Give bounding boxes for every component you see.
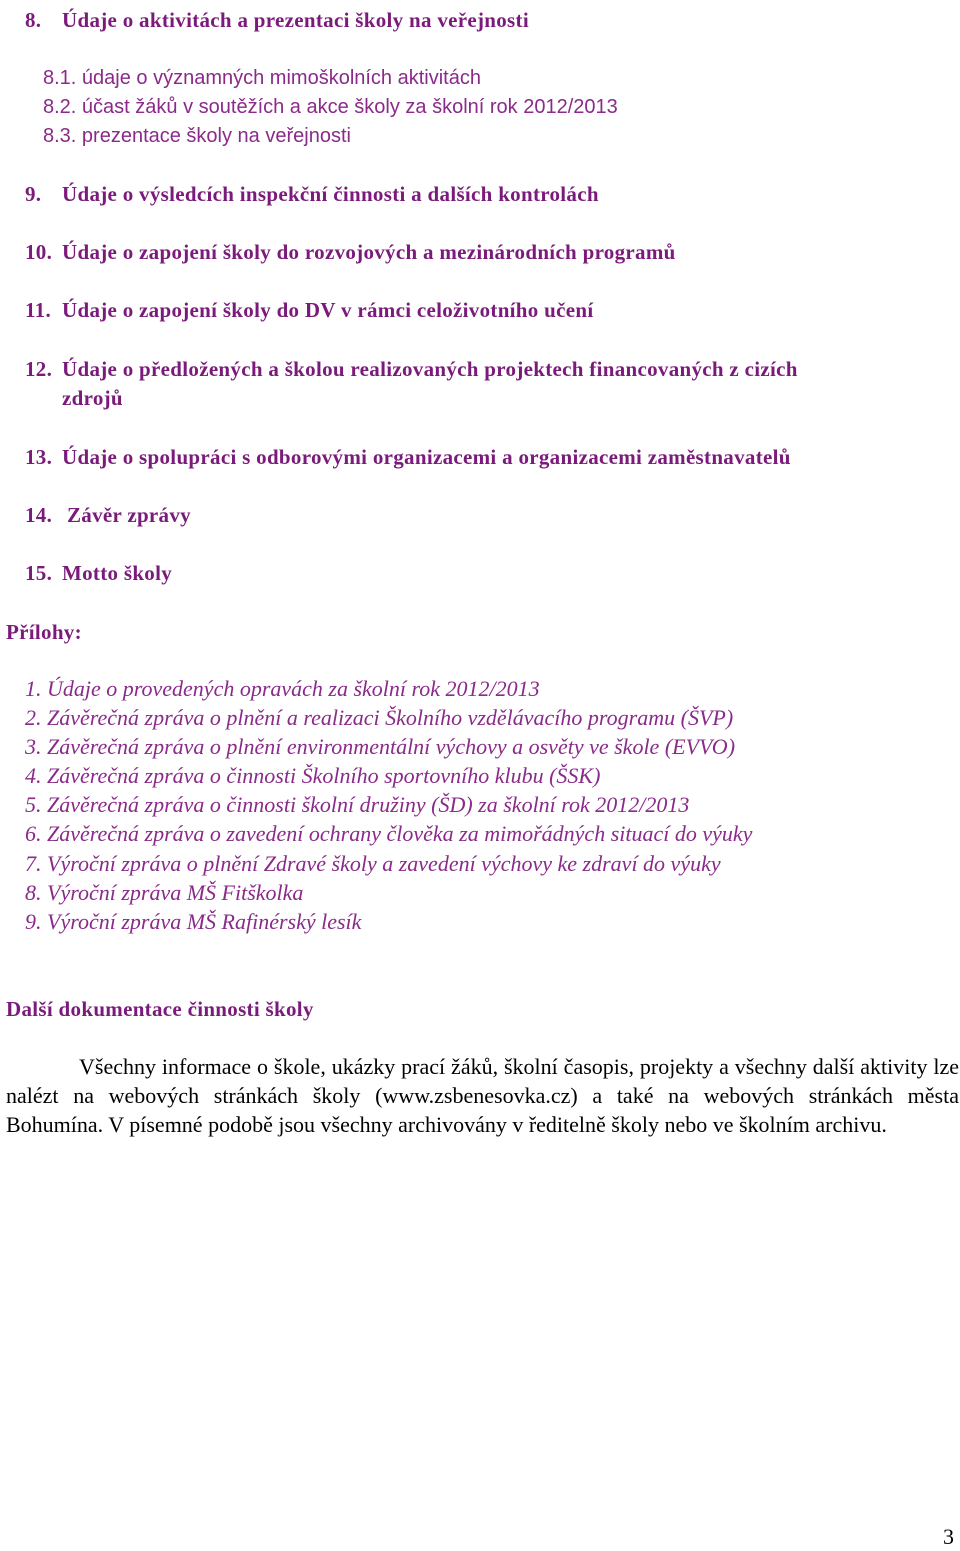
section-number: 10. bbox=[25, 240, 53, 264]
attachment-number: 4. bbox=[25, 763, 42, 788]
attachment-item bbox=[25, 792, 689, 818]
section-title: Závěr zprávy bbox=[67, 503, 191, 527]
section-heading-12-continuation bbox=[62, 386, 123, 410]
section-number: 8. bbox=[25, 8, 42, 32]
attachment-title: Výroční zpráva MŠ Rafinérský lesík bbox=[47, 909, 362, 934]
attachment-title: Údaje o provedených opravách za školní rok 2012/2013 bbox=[47, 676, 540, 701]
section-title: Údaje o spolupráci s odborovými organizacemi a organizacemi zaměstnavatelů bbox=[62, 445, 791, 469]
attachment-title: Závěrečná zpráva o plnění a realizaci Školního vzdělávacího programu (ŠVP) bbox=[47, 705, 734, 730]
section-heading-10 bbox=[25, 240, 676, 264]
attachment-number: 2. bbox=[25, 705, 42, 730]
subsection-number: 8.3. bbox=[43, 125, 77, 147]
attachment-item bbox=[25, 763, 600, 789]
attachment-number: 3. bbox=[25, 734, 42, 759]
subsection-title: prezentace školy na veřejnosti bbox=[81, 125, 351, 147]
attachment-item bbox=[25, 851, 721, 877]
section-title-continuation: zdrojů bbox=[62, 386, 123, 410]
attachment-number: 9. bbox=[25, 909, 42, 934]
attachment-item bbox=[25, 909, 361, 935]
section-title: Údaje o předložených a školou realizovaných projektech financovaných z cizích bbox=[62, 357, 798, 381]
section-number: 9. bbox=[25, 182, 42, 206]
attachment-number: 7. bbox=[25, 851, 42, 876]
section-title: Údaje o aktivitách a prezentaci školy na veřejnosti bbox=[62, 8, 529, 32]
subsection-title: účast žáků v soutěžích a akce školy za školní rok 2012/2013 bbox=[81, 96, 618, 118]
further-docs-heading: Další dokumentace činnosti školy bbox=[6, 997, 314, 1021]
section-title: Údaje o zapojení školy do rozvojových a mezinárodních programů bbox=[62, 240, 676, 264]
attachment-title: Závěrečná zpráva o zavedení ochrany člověka za mimořádných situací do výuky bbox=[47, 821, 753, 846]
section-heading-12 bbox=[25, 357, 798, 381]
subsection-title: údaje o významných mimoškolních aktivitách bbox=[81, 67, 481, 89]
page-number: 3 bbox=[943, 1524, 954, 1549]
attachment-number: 8. bbox=[25, 880, 42, 905]
attachment-title: Výroční zpráva MŠ Fitškolka bbox=[47, 880, 304, 905]
attachment-number: 5. bbox=[25, 792, 42, 817]
section-number: 14. bbox=[25, 503, 53, 527]
attachment-title: Výroční zpráva o plnění Zdravé školy a zavedení výchovy ke zdraví do výuky bbox=[47, 851, 721, 876]
section-number: 12. bbox=[25, 357, 53, 381]
subsection-number: 8.1. bbox=[43, 67, 77, 89]
section-heading-8 bbox=[25, 8, 529, 32]
subsection-item bbox=[43, 124, 351, 148]
further-docs-paragraph: Všechny informace o škole, ukázky prací žáků, školní časopis, projekty a všechny další aktivity lze nalézt na webových stránkách školy (www.zsbenesovka.cz) a také na webových stránkách města Bohumína. V písemné podobě jsou všechny archivovány v ředitelně školy nebo ve školním archivu. bbox=[6, 1054, 959, 1137]
subsection-item bbox=[43, 95, 618, 119]
attachment-number: 1. bbox=[25, 676, 42, 701]
attachments-heading: Přílohy: bbox=[6, 620, 82, 644]
attachment-item bbox=[25, 676, 540, 702]
attachment-item bbox=[25, 821, 752, 847]
section-number: 11. bbox=[25, 298, 51, 322]
section-heading-15 bbox=[25, 561, 172, 585]
section-heading-14 bbox=[25, 503, 191, 527]
section-title: Motto školy bbox=[62, 561, 173, 585]
section-heading-11 bbox=[25, 298, 593, 322]
attachment-item bbox=[25, 734, 735, 760]
section-heading-9 bbox=[25, 182, 599, 206]
attachment-number: 6. bbox=[25, 821, 42, 846]
section-number: 13. bbox=[25, 445, 53, 469]
attachment-item bbox=[25, 705, 733, 731]
section-title: Údaje o výsledcích inspekční činnosti a dalších kontrolách bbox=[62, 182, 599, 206]
attachment-item bbox=[25, 880, 303, 906]
subsection-item bbox=[43, 66, 481, 90]
subsection-number: 8.2. bbox=[43, 96, 77, 118]
section-title: Údaje o zapojení školy do DV v rámci celoživotního učení bbox=[62, 298, 594, 322]
attachment-title: Závěrečná zpráva o činnosti školní družiny (ŠD) za školní rok 2012/2013 bbox=[47, 792, 690, 817]
attachment-title: Závěrečná zpráva o plnění environmentální výchovy a osvěty ve škole (EVVO) bbox=[47, 734, 736, 759]
attachment-title: Závěrečná zpráva o činnosti Školního sportovního klubu (ŠSK) bbox=[47, 763, 601, 788]
section-heading-13 bbox=[25, 445, 791, 469]
section-number: 15. bbox=[25, 561, 53, 585]
